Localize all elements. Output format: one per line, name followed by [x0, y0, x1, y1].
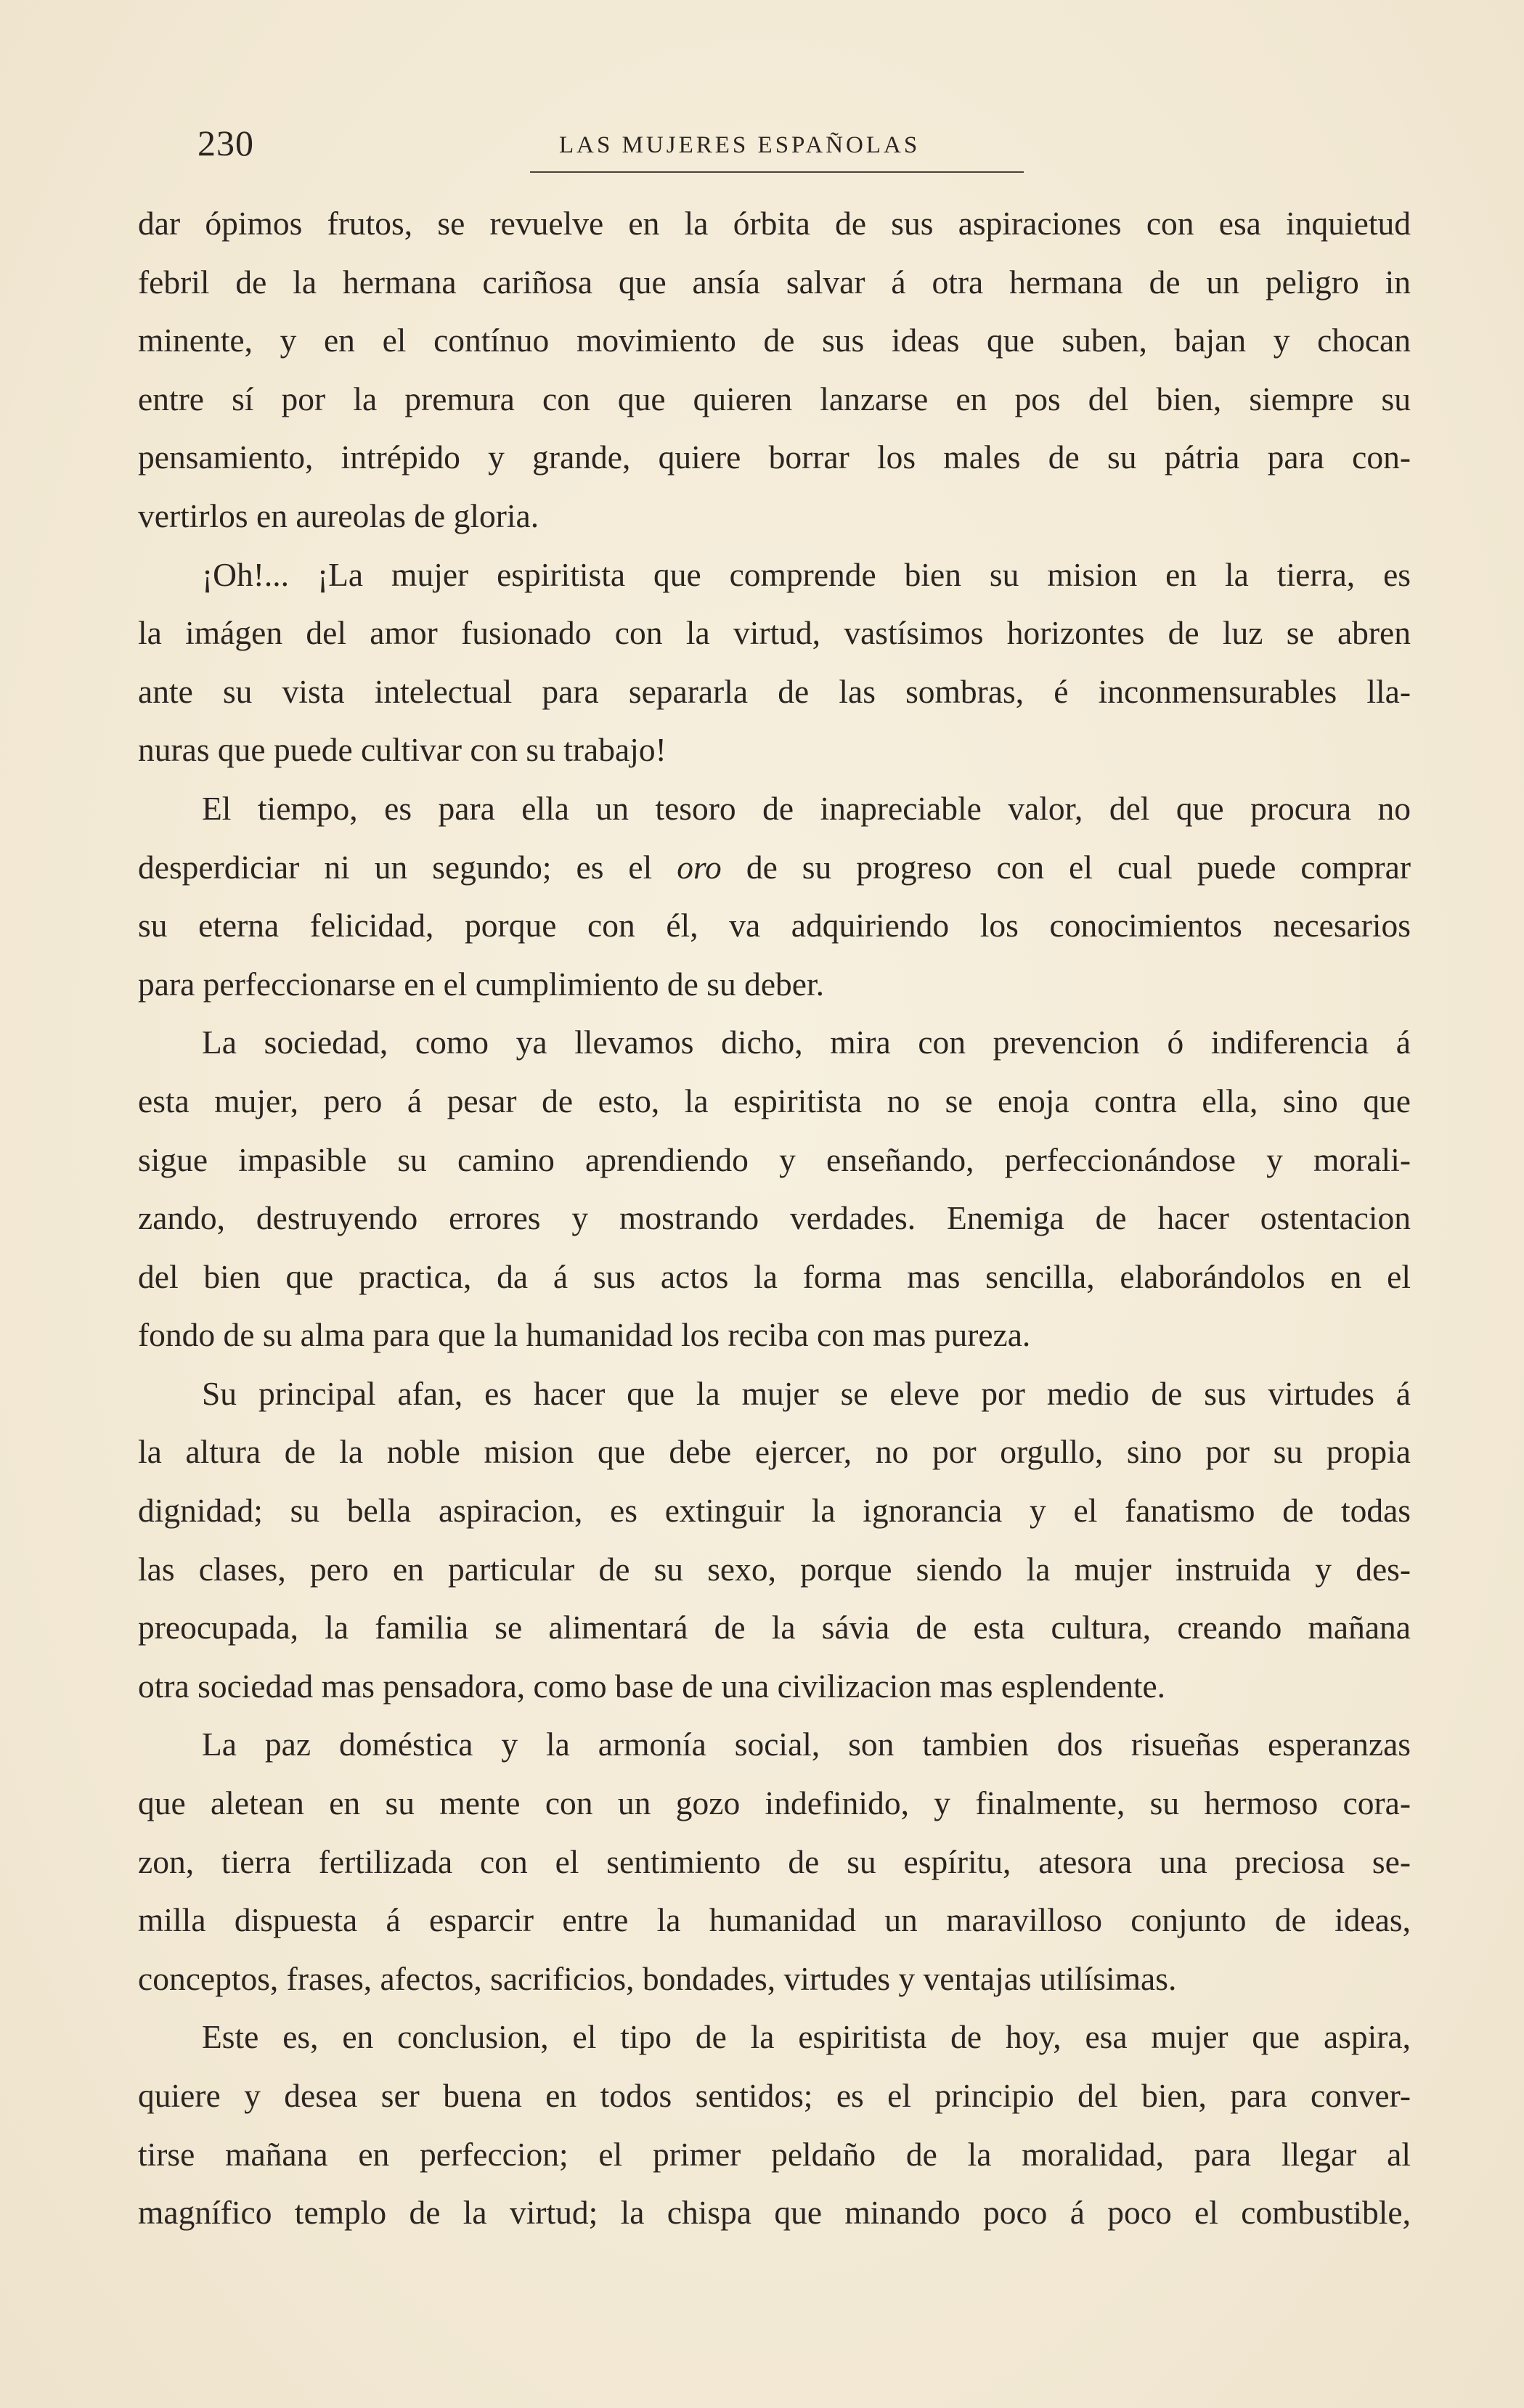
- text-line: febril de la hermana cariñosa que ansía salvar á otra hermana de un peligro in: [138, 263, 1411, 301]
- text-line: pensamiento, intrépido y grande, quiere borrar los males de su pátria para con-: [138, 438, 1411, 476]
- text-line: su eterna felicidad, porque con él, va adquiriendo los conocimientos necesarios: [138, 907, 1411, 944]
- text-segment: de su progreso con el cual puede comprar: [721, 848, 1411, 886]
- text-line: La paz doméstica y la armonía social, son tambien dos risueñas esperanzas: [202, 1726, 1411, 1763]
- text-line: Este es, en conclusion, el tipo de la espiritista de hoy, esa mujer que aspira,: [202, 2018, 1411, 2056]
- text-line: dar ópimos frutos, se revuelve en la órbita de sus aspiraciones con esa inquietud: [138, 205, 1411, 242]
- text-line: vertirlos en aureolas de gloria.: [138, 497, 539, 534]
- text-line: zando, destruyendo errores y mostrando verdades. Enemiga de hacer ostentacion: [138, 1199, 1411, 1237]
- text-line: sigue impasible su camino aprendiendo y enseñando, perfeccionándose y morali-: [138, 1140, 1411, 1178]
- header-rule: [530, 171, 1024, 173]
- text-line: para perfeccionarse en el cumplimiento de su deber.: [138, 965, 824, 1003]
- text-line: que aletean en su mente con un gozo indefinido, y finalmente, su hermoso cora-: [138, 1784, 1411, 1822]
- text-line: ¡Oh!... ¡La mujer espiritista que comprende bien su mision en la tierra, es: [202, 555, 1411, 593]
- text-line: la altura de la noble mision que debe ejercer, no por orgullo, sino por su propia: [138, 1433, 1411, 1471]
- text-line: entre sí por la premura con que quieren lanzarse en pos del bien, siempre su: [138, 380, 1411, 417]
- text-line: nuras que puede cultivar con su trabajo!: [138, 731, 667, 769]
- italic-word: oro: [677, 848, 722, 886]
- page-header: [0, 116, 1524, 181]
- text-line: las clases, pero en particular de su sexo, porque siendo la mujer instruida y des-: [138, 1550, 1411, 1588]
- text-line: El tiempo, es para ella un tesoro de inapreciable valor, del que procura no: [202, 789, 1411, 827]
- text-line: del bien que practica, da á sus actos la forma mas sencilla, elaborándolos en el: [138, 1257, 1411, 1295]
- text-line: milla dispuesta á esparcir entre la humanidad un maravilloso conjunto de ideas,: [138, 1901, 1411, 1939]
- text-segment: desperdiciar ni un segundo; es el: [138, 848, 677, 886]
- text-line: la imágen del amor fusionado con la virtud, vastísimos horizontes de luz se abren: [138, 614, 1411, 652]
- text-line: tirse mañana en perfeccion; el primer peldaño de la moralidad, para llegar al: [138, 2135, 1411, 2173]
- text-line: Su principal afan, es hacer que la mujer se eleve por medio de sus virtudes á: [202, 1374, 1411, 1412]
- text-line: ante su vista intelectual para separarla de las sombras, é inconmensurables lla-: [138, 672, 1411, 710]
- page-number: 230: [197, 123, 254, 163]
- running-head: LAS MUJERES ESPAÑOLAS: [559, 132, 921, 158]
- text-line: preocupada, la familia se alimentará de la sávia de esta cultura, creando mañana: [138, 1609, 1411, 1646]
- text-line: dignidad; su bella aspiracion, es extinguir la ignorancia y el fanatismo de todas: [138, 1492, 1411, 1530]
- text-line: [138, 838, 1411, 897]
- text-line: minente, y en el contínuo movimiento de sus ideas que suben, bajan y chocan: [138, 322, 1411, 359]
- text-line: quiere y desea ser buena en todos sentidos; es el principio del bien, para conver-: [138, 2077, 1411, 2114]
- text-line: otra sociedad mas pensadora, como base de una civilizacion mas esplendente.: [138, 1667, 1166, 1705]
- text-line: fondo de su alma para que la humanidad los reciba con mas pureza.: [138, 1316, 1031, 1354]
- text-line: La sociedad, como ya llevamos dicho, mira con prevencion ó indiferencia á: [202, 1024, 1411, 1061]
- body-text: [138, 195, 1411, 2242]
- text-line: conceptos, frases, afectos, sacrificios, bondades, virtudes y ventajas utilísimas.: [138, 1959, 1177, 1997]
- text-line: esta mujer, pero á pesar de esto, la espiritista no se enoja contra ella, sino que: [138, 1082, 1411, 1119]
- text-line: zon, tierra fertilizada con el sentimiento de su espíritu, atesora una preciosa se-: [138, 1842, 1411, 1880]
- text-line: magnífico templo de la virtud; la chispa que minando poco á poco el combustible,: [138, 2194, 1411, 2232]
